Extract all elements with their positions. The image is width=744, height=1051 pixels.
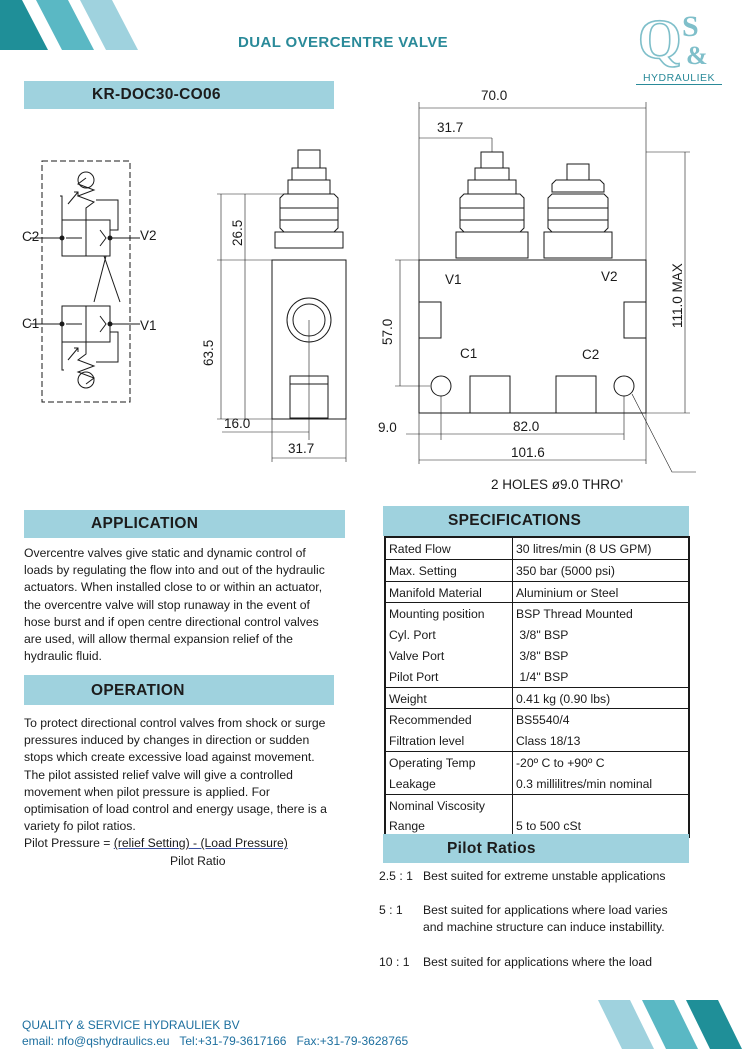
spec-value: 350 bar (5000 psi) <box>516 563 615 578</box>
svg-text:&: & <box>686 41 708 70</box>
spec-label: Max. Setting <box>389 563 457 578</box>
spec-label: Cyl. Port <box>389 628 436 643</box>
dim-101-6: 101.6 <box>511 445 545 460</box>
operation-line: pressures induced by changes in direction or sudden <box>24 733 310 748</box>
formula-prefix: Pilot Pressure = <box>24 836 114 851</box>
spec-value: Aluminium or Steel <box>516 585 619 600</box>
spec-label: Leakage <box>389 776 436 791</box>
pilot-ratios-band <box>383 834 689 863</box>
spec-value: BSP Thread Mounted <box>516 607 633 622</box>
application-line: are used, will allow thermal expansion relief of the <box>24 632 293 647</box>
schematic-frame <box>42 161 130 402</box>
spec-row-mounting <box>386 603 688 687</box>
spec-value: Class 18/13 <box>516 734 581 749</box>
spec-value <box>513 795 688 816</box>
spec-row-weight <box>386 688 688 710</box>
model-code: KR-DOC30-CO06 <box>92 86 221 103</box>
footer-contact: email: nfo@qshydraulics.eu Tel:+31-79-3617166 Fax:+31-79-3628765 <box>22 1034 409 1048</box>
footer-stripes <box>590 998 744 1051</box>
operation-line: movement when pilot pressure is applied. For <box>24 784 270 799</box>
schematic-label-c2: C2 <box>22 229 40 244</box>
spec-value: 0.3 millilitres/min nominal <box>516 776 653 791</box>
schematic-label-v1: V1 <box>140 318 157 333</box>
schematic-label-c1: C1 <box>22 316 40 331</box>
pilot-pressure-formula <box>24 835 369 852</box>
spec-label: Rated Flow <box>389 542 451 556</box>
dim-70-0: 70.0 <box>481 88 508 103</box>
spec-label: Pilot Port <box>389 669 439 684</box>
dim-31-7-front: 31.7 <box>437 120 464 135</box>
application-heading: APPLICATION <box>91 515 199 532</box>
spec-value: 5 to 500 cSt <box>516 819 582 834</box>
application-line: hose burst and if open centre directional control valves <box>24 614 319 629</box>
specifications-table <box>384 536 690 838</box>
pilot-ratio-value: 5 : 1 <box>379 903 403 917</box>
spec-label: Filtration level <box>389 734 465 749</box>
application-line: hydraulic fluid. <box>24 649 102 664</box>
svg-text:S: S <box>682 10 699 43</box>
dim-31-7-side: 31.7 <box>288 441 315 456</box>
dim-82-0: 82.0 <box>513 419 540 434</box>
spec-label: Manifold Material <box>389 585 482 600</box>
pilot-ratio-desc: Best suited for extreme unstable applications <box>423 869 666 883</box>
spec-label: Recommended <box>389 713 472 728</box>
spec-value: 3/8" BSP <box>516 628 569 643</box>
spec-value: 0.41 kg (0.90 lbs) <box>516 691 611 706</box>
spec-value: 30 litres/min (8 US GPM) <box>516 542 652 556</box>
spec-value: 1/4" BSP <box>516 669 569 684</box>
pilot-ratio-desc: Best suited for applications where load varies <box>423 903 668 917</box>
spec-row-filtration <box>386 709 688 752</box>
spec-label: Nominal Viscosity <box>389 798 485 813</box>
pilot-ratios-heading: Pilot Ratios <box>447 840 536 857</box>
application-line: Overcentre valves give static and dynamic control of <box>24 546 306 560</box>
operation-line: The pilot assisted relief valve will give a controlled <box>24 767 293 782</box>
spec-label: Valve Port <box>389 648 445 663</box>
operation-line: stops which create excessive load against movement. <box>24 750 315 765</box>
spec-label: Weight <box>389 691 427 706</box>
operation-line: variety fo pilot ratios. <box>24 819 136 834</box>
application-text <box>24 545 364 665</box>
spec-label: Range <box>389 819 425 834</box>
holes-note: 2 HOLES ø9.0 THRO' <box>491 477 624 492</box>
spec-row-temp-leakage <box>386 752 688 795</box>
footer-company: QUALITY & SERVICE HYDRAULIEK BV <box>22 1018 240 1032</box>
spec-row-rated-flow <box>386 538 688 560</box>
spec-row-viscosity <box>386 795 688 837</box>
schematic-label-v2: V2 <box>140 228 157 243</box>
dim-57-0: 57.0 <box>380 318 395 345</box>
pilot-ratio-value: 2.5 : 1 <box>379 869 413 883</box>
operation-heading: OPERATION <box>91 682 185 699</box>
specifications-heading: SPECIFICATIONS <box>448 512 582 529</box>
spec-row-max-setting <box>386 560 688 582</box>
application-line: loads by regulating the flow into and out of the hydraulic <box>24 563 325 578</box>
port-label-c1: C1 <box>460 346 478 361</box>
dim-26-5: 26.5 <box>230 219 245 246</box>
formula-denominator: Pilot Ratio <box>170 853 226 868</box>
port-label-v1: V1 <box>445 272 462 287</box>
pilot-ratio-desc: and machine structure can induce instabillity. <box>423 920 665 934</box>
application-line: the overcentre valve will stop runaway in the event of <box>24 597 310 612</box>
logo-mark <box>636 6 722 72</box>
pilot-ratio-desc: Best suited for applications where the load <box>423 955 652 969</box>
spec-label: Mounting position <box>389 607 485 622</box>
page-title: DUAL OVERCENTRE VALVE <box>238 34 449 51</box>
spec-value: -20º C to +90º C <box>516 755 605 770</box>
pilot-ratio-row <box>379 868 666 885</box>
dim-16-0: 16.0 <box>224 416 251 431</box>
technical-drawing <box>0 80 744 500</box>
port-label-c2: C2 <box>582 347 600 362</box>
spec-row-manifold-material <box>386 582 688 604</box>
company-logo <box>636 6 722 90</box>
operation-text <box>24 715 369 870</box>
dim-9-0: 9.0 <box>378 420 397 435</box>
operation-line: To protect directional control valves from shock or surge <box>24 716 326 730</box>
dim-111-max: 111.0 MAX <box>670 263 685 328</box>
pilot-ratio-value: 10 : 1 <box>379 955 410 969</box>
dim-63-5: 63.5 <box>201 339 216 366</box>
front-view <box>395 102 696 472</box>
port-label-v2: V2 <box>601 269 618 284</box>
operation-line: optimisation of load control and energy usage, there is a <box>24 802 327 817</box>
svg-text:Q: Q <box>638 9 682 71</box>
spec-value: BS5540/4 <box>516 713 570 728</box>
pilot-ratio-row <box>379 902 668 936</box>
spec-label: Operating Temp <box>389 755 476 770</box>
application-line: actuators. When installed close to or within an actuator, <box>24 580 323 595</box>
formula-numerator: (relief Setting) - (Load Pressure) <box>113 836 288 851</box>
pilot-ratio-row <box>379 954 652 971</box>
header-stripes <box>0 0 140 52</box>
spec-value: 3/8" BSP <box>516 648 569 663</box>
logo-text: HYDRAULIEK <box>636 72 722 85</box>
